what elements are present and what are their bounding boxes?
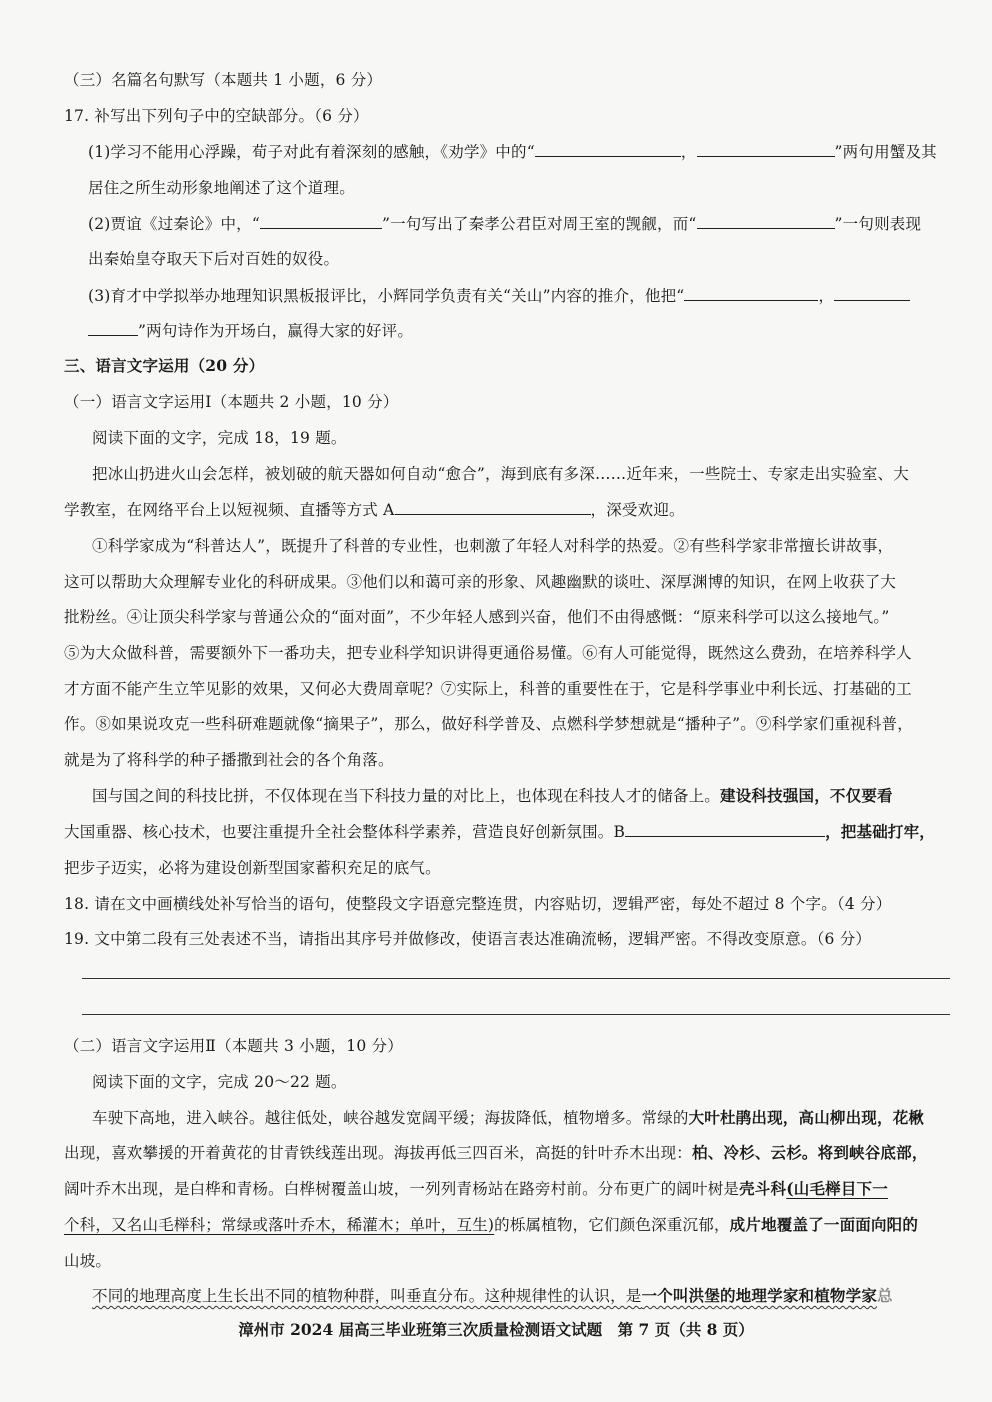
passage-line: 才方面不能产生立竿见影的效果，又何必大费周章呢？⑦实际上，科普的重要性在于，它是科学事业中利长远、打基础的工: [64, 680, 912, 698]
passage-line: 把步子迈实，必将为建设创新型国家蓄积充足的底气。: [64, 859, 441, 877]
answer-blank[interactable]: [834, 286, 910, 301]
question-17-item-2: (2)贾谊《过秦论》中，“ ”一句写出了秦孝公君臣对周王室的觊觎，而“ ”一句则表现: [88, 215, 922, 233]
passage-line: ①科学家成为“科普达人”，既提升了科普的专业性，也刺激了年轻人对科学的热爱。②有些科学家非常擅长讲故事，: [92, 537, 894, 555]
passage-line: 学教室，在网络平台上以短视频、直播等方式 A ，深受欢迎。: [64, 501, 685, 519]
subsection-heading: （一）语言文字运用Ⅰ（本题共 2 小题，10 分）: [64, 393, 399, 411]
passage-line: 大国重器、核心技术，也要注重提升全社会整体科学素养，营造良好创新氛围。B ，把基础打牢，: [64, 822, 935, 841]
subsection-heading: （二）语言文字运用Ⅱ（本题共 3 小题，10 分）: [64, 1037, 403, 1055]
passage-line: 山坡。: [64, 1252, 112, 1270]
passage-line: 个科，又名山毛榉科；常绿或落叶乔木，稀灌木；单叶，互生)的栎属植物，它们颜色深重沉郁，成片地覆盖了一面面向阳的: [64, 1215, 919, 1234]
passage-line: ⑤为大众做科普，需要额外下一番功夫，把专业科学知识讲得更通俗易懂。⑥有人可能觉得，既然这么费劲，在培养科学人: [64, 644, 912, 662]
question-17-item-2-cont: 出秦始皇夺取天下后对百姓的奴役。: [88, 250, 340, 268]
section-heading: （三）名篇名句默写（本题共 1 小题，6 分）: [64, 71, 383, 89]
answer-blank-a[interactable]: [395, 500, 591, 515]
answer-blank[interactable]: [684, 286, 818, 301]
passage-line: 国与国之间的科技比拼，不仅体现在当下科技力量的对比上，也体现在科技人才的储备上。建设科技强国，不仅要看: [92, 786, 893, 805]
question-17-item-1: (1)学习不能用心浮躁，荀子对此有着深刻的感触，《劝学》中的“ ， ”两句用蟹及其: [88, 143, 937, 161]
passage-line: 把冰山扔进火山会怎样，被划破的航天器如何自动“愈合”，海到底有多深……近年来，一些院士、专家走出实验室、大: [92, 465, 909, 483]
question-17-title: 17. 补写出下列句子中的空缺部分。（6 分）: [64, 107, 369, 125]
passage-line: 这可以帮助大众理解专业化的科研成果。③他们以和蔼可亲的形象、风趣幽默的谈吐、深厚渊博的知识，在网上收获了大: [64, 573, 897, 591]
passage-line: 不同的地理高度上生长出不同的植物种群，叫垂直分布。这种规律性的认识，是一个叫洪堡的地理学家和植物学家总: [92, 1286, 893, 1305]
reading-instruction: 阅读下面的文字，完成 20～22 题。: [92, 1073, 347, 1091]
answer-line[interactable]: [82, 1014, 950, 1015]
answer-blank[interactable]: [697, 214, 835, 229]
passage-line: 阔叶乔木出现，是白桦和青杨。白桦树覆盖山坡，一列列青杨站在路旁村前。分布更广的阔叶树是壳斗科(山毛榉目下一: [64, 1179, 888, 1198]
passage-line: 作。⑧如果说攻克一些科研难题就像“摘果子”，那么，做好科学普及、点燃科学梦想就是“播种子”。⑨科学家们重视科普，: [64, 715, 913, 733]
answer-blank[interactable]: [535, 142, 681, 157]
section-heading: 三、语言文字运用（20 分）: [64, 356, 265, 375]
passage-line: 出现，喜欢攀援的开着黄花的甘青铁线莲出现。海拔再低三四百米，高挺的针叶乔木出现：柏、冷杉、云杉。将到峡谷底部，: [64, 1143, 928, 1162]
question-17-item-3-cont: ”两句诗作为开场白，赢得大家的好评。: [88, 319, 413, 341]
question-17-item-1-cont: 居住之所生动形象地阐述了这个道理。: [88, 179, 355, 197]
passage-line: 车驶下高地，进入峡谷。越往低处，峡谷越发宽阔平缓；海拔降低，植物增多。常绿的大叶杜鹃出现，高山柳出现，花楸: [92, 1108, 925, 1127]
question-18: 18. 请在文中画横线处补写恰当的语句，使整段文字语意完整连贯，内容贴切，逻辑严密，每处不超过 8 个字。（4 分）: [64, 895, 892, 913]
reading-instruction: 阅读下面的文字，完成 18，19 题。: [92, 429, 347, 447]
answer-blank-b[interactable]: [625, 822, 825, 837]
answer-blank[interactable]: [260, 214, 382, 229]
question-19: 19. 文中第二段有三处表述不当，请指出其序号并做修改，使语言表达准确流畅，逻辑严密。不得改变原意。（6 分）: [64, 930, 872, 948]
passage-line: 就是为了将科学的种子播撒到社会的各个角落。: [64, 751, 394, 769]
page-footer: 漳州市 2024 届高三毕业班第三次质量检测语文试题 第 7 页（共 8 页）: [238, 1320, 754, 1339]
passage-line: 批粉丝。④让顶尖科学家与普通公众的“面对面”，不少年轻人感到兴奋，他们不由得感慨：“原来科学可以这么接地气。”: [64, 608, 890, 626]
answer-line[interactable]: [82, 978, 950, 979]
question-17-item-3: (3)育才中学拟举办地理知识黑板报评比，小辉同学负责有关“关山”内容的推介，他把“ ，: [88, 284, 910, 306]
answer-blank[interactable]: [88, 321, 138, 336]
answer-blank[interactable]: [697, 142, 835, 157]
